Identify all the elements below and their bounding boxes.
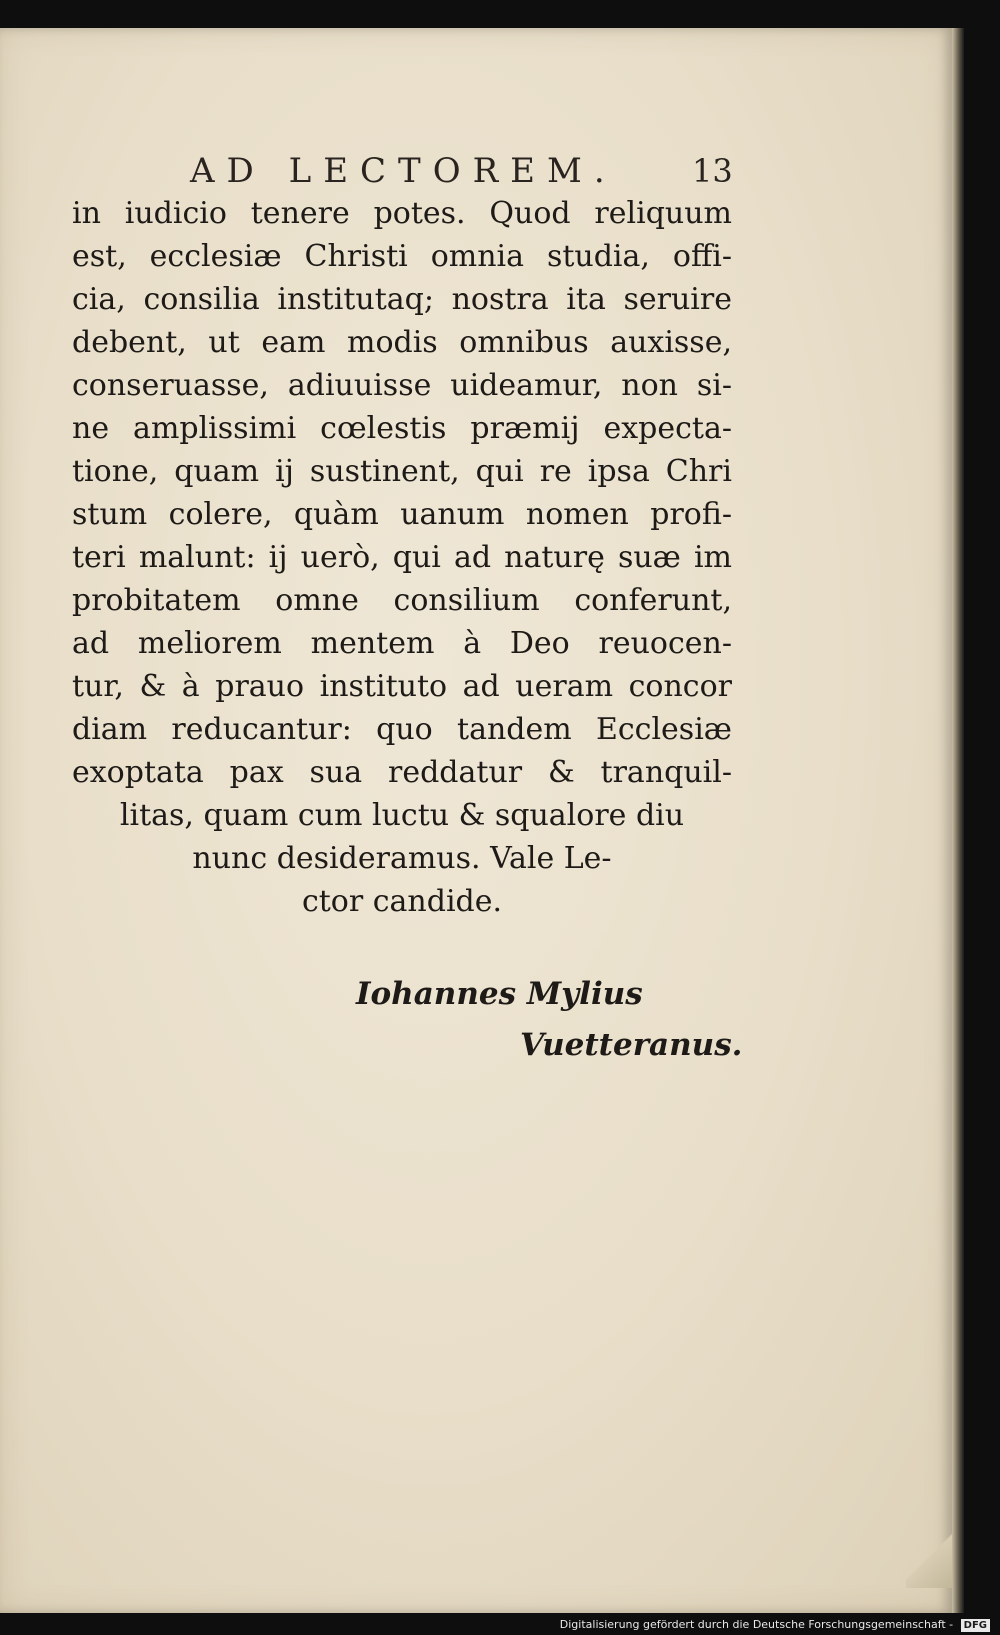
signature-name: Iohannes Mylius [356,976,643,1012]
text-line: tione, quam ij sustinent, qui re ipsa Chri [72,454,732,489]
text-line: debent, ut eam modis omnibus auxisse, [72,325,732,360]
signature-origin: Vuetteranus. [520,1027,743,1063]
text-line: teri malunt: ij uerò, qui ad naturę suæ im [72,540,732,575]
text-line: exoptata pax sua reddatur & tranquil- [72,755,732,790]
digitization-credit [560,1617,990,1633]
text-line: in iudicio tenere potes. Quod reliquum [72,196,732,231]
text-line: conseruasse, adiuuisse uideamur, non si- [72,368,732,403]
text-line: diam reducantur: quo tandem Ecclesiæ [72,712,732,747]
text-line: stum colere, quàm uanum nomen profi- [72,497,732,532]
text-line: ne amplissimi cœlestis præmij expecta- [72,411,732,446]
text-line: ctor candide. [301,884,503,919]
text-line: est, ecclesiæ Christi omnia studia, offi- [72,239,732,274]
credit-text: Digitalisierung gefördert durch die Deutsche Forschungsgemeinschaft - [559,1618,954,1631]
running-title: AD LECTOREM. [190,151,617,191]
dfg-logo-icon: DFG [961,1619,990,1632]
text-line: cia, consilia institutaq; nostra ita seruire [72,282,732,317]
text-line: nunc desideramus. Vale Le- [192,841,612,876]
text-line: litas, quam cum luctu & squalore diu [119,798,685,833]
body-text [72,192,732,923]
text-line: probitatem omne consilium conferunt, [72,583,732,618]
page-edge [952,28,964,1613]
page-number: 13 [692,152,733,190]
text-line: tur, & à prauo instituto ad ueram concor [72,669,732,704]
text-line: ad meliorem mentem à Deo reuocen- [72,626,732,661]
page-corner-fold [906,1528,952,1588]
